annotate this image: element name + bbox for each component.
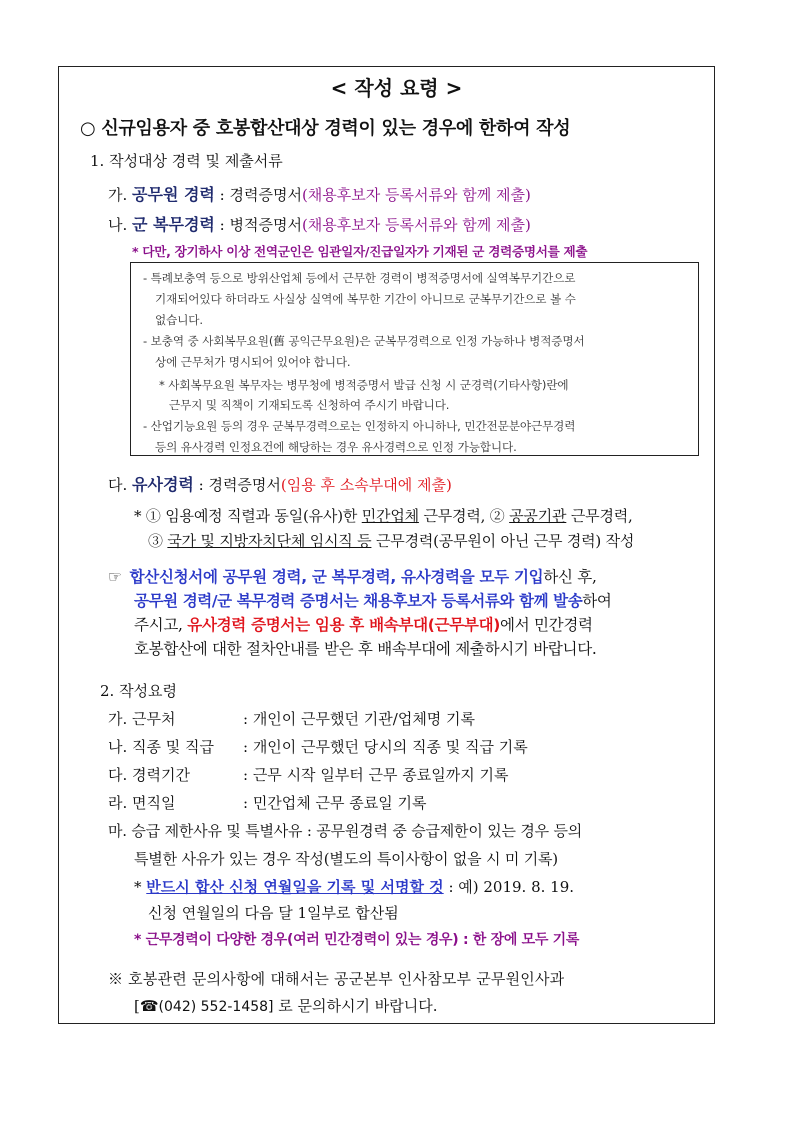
pointer-line-1 <box>108 565 597 587</box>
box-line-4: - 보충역 중 사회복무요원(舊 공익근무요원)은 군복무경력으로 인정 가능하나 병적증명서 <box>143 334 585 348</box>
box-line-7: 근무지 및 직책이 기재되도록 신청하여 주시기 바랍니다. <box>169 398 450 412</box>
box-line-3: 없습니다. <box>155 313 203 327</box>
footer-bracket: [ <box>134 997 140 1015</box>
item-na-prefix: 나. <box>108 216 133 234</box>
s2-item-val: : 민간업체 근무 종료일 기록 <box>243 794 427 812</box>
da-note-government: 국가 및 지방자치단체 임시직 등 <box>167 532 372 550</box>
box-line-5: 상에 근무처가 명시되어 있어야 합니다. <box>155 355 351 369</box>
pointer-line-2 <box>134 589 611 611</box>
item-na-notice: * 다만, 장기하사 이상 전역군인은 임관일자/진급일자가 기재된 군 경력증명서를 제출 <box>132 244 588 259</box>
da-note-text: ③ <box>148 532 168 550</box>
pointer-bold-1: 합산신청서에 공무원 경력, 군 복무경력, 유사경력을 모두 기입 <box>129 568 544 586</box>
s2-note-1-rest: : 예) 2019. 8. 19. <box>443 878 575 896</box>
da-note-text: * ① 임용예정 직렬과 동일(유사)한 <box>134 507 362 525</box>
item-da <box>108 472 452 495</box>
s2-item-ma-line-2: 특별한 사유가 있는 경우 작성(별도의 특이사항이 없을 시 미 기록) <box>134 850 558 868</box>
s2-item-3 <box>108 764 509 785</box>
page-title: < 작성 요령 > <box>330 76 463 100</box>
item-na-note: (채용후보자 등록서류와 함께 제출) <box>301 216 531 234</box>
pointer-rest-1: 하신 후, <box>543 568 597 586</box>
da-note-line-1 <box>134 505 633 526</box>
da-note-private: 민간업체 <box>361 507 419 525</box>
pointer-bold-2: 공무원 경력/군 복무경력 증명서는 채용후보자 등록서류와 함께 발송 <box>134 592 583 610</box>
s2-note-2: * 근무경력이 다양한 경우(여러 민간경력이 있는 경우) : 한 장에 모두 기록 <box>134 932 580 948</box>
item-na <box>108 212 531 235</box>
s2-item-2 <box>108 736 528 757</box>
da-note-public: 공공기관 <box>509 507 567 525</box>
s2-item-key: 라. 면직일 <box>108 794 176 812</box>
s2-item-1 <box>108 708 475 729</box>
s2-note-1-line-2: 신청 연월일의 다음 달 1일부로 합산됨 <box>148 904 399 922</box>
s2-note-1 <box>134 876 574 897</box>
pointer-text-3b: 에서 민간경력 <box>500 616 593 634</box>
pointer-line-4: 호봉합산에 대한 절차안내를 받은 후 배속부대에 제출하시기 바랍니다. <box>134 640 597 658</box>
box-line-2: 기재되어있다 하더라도 사실상 실역에 복무한 기간이 아니므로 군복무기간으로 볼 수 <box>155 292 576 306</box>
footer-line-1: ※ 호봉관련 문의사항에 대해서는 공군본부 인사참모부 군무원인사과 <box>108 970 565 988</box>
pointer-text-3a: 주시고, <box>134 616 188 634</box>
phone-icon: ☎ <box>139 997 159 1015</box>
section1-label: 1. 작성대상 경력 및 제출서류 <box>90 152 283 170</box>
footer-line-2 <box>134 995 438 1016</box>
item-da-prefix: 다. <box>108 476 133 494</box>
box-line-6: * 사회복무요원 복무자는 병무청에 병적증명서 발급 신청 시 군경력(기타사항)란에 <box>159 378 569 392</box>
s2-item-val: : 개인이 근무했던 당시의 직종 및 직급 기록 <box>243 738 528 756</box>
da-note-text: 근무경력, ② <box>418 507 510 525</box>
item-na-name: 군 복무경력 <box>132 215 215 234</box>
s2-item-val: : 근무 시작 일부터 근무 종료일까지 기록 <box>243 766 509 784</box>
s2-item-ma-line-1: 마. 승급 제한사유 및 특별사유 : 공무원경력 중 승급제한이 있는 경우 등의 <box>108 822 583 840</box>
s2-item-key: 가. 근무처 <box>108 710 176 728</box>
da-note-text: 근무경력(공무원이 아닌 근무 경력) 작성 <box>371 532 635 550</box>
s2-item-4 <box>108 792 427 813</box>
item-ga-name: 공무원 경력 <box>132 185 215 204</box>
item-ga-note: (채용후보자 등록서류와 함께 제출) <box>301 186 531 204</box>
item-da-sep: : 경력증명서 <box>193 476 281 494</box>
main-heading: ○ 신규임용자 중 호봉합산대상 경력이 있는 경우에 한하여 작성 <box>80 118 571 139</box>
pointer-rest-2: 하여 <box>582 592 612 610</box>
da-note-line-2 <box>148 530 634 551</box>
box-line-9: 등의 유사경력 인정요건에 해당하는 경우 유사경력으로 인정 가능합니다. <box>155 440 517 454</box>
pointer-line-3 <box>134 613 593 635</box>
footer-text: 로 문의하시기 바랍니다. <box>273 997 438 1015</box>
s2-item-key: 나. 직종 및 직급 <box>108 738 215 756</box>
s2-note-1-star: * <box>134 878 147 896</box>
s2-item-key: 다. 경력기간 <box>108 766 190 784</box>
military-notes-box <box>130 262 699 456</box>
box-line-1: - 특례보충역 등으로 방위산업체 등에서 근무한 경력이 병적증명서에 실역복무기간으로 <box>143 271 576 285</box>
s2-note-1-bold: 반드시 합산 신청 연월일을 기록 및 서명할 것 <box>146 878 444 896</box>
box-line-8: - 산업기능요원 등의 경우 군복무경력으로는 인정하지 아니하나, 민간전문분야근무경력 <box>143 419 576 433</box>
item-ga-prefix: 가. <box>108 186 133 204</box>
s2-item-val: : 개인이 근무했던 기관/업체명 기록 <box>243 710 476 728</box>
item-ga-sep: : 경력증명서 <box>214 186 302 204</box>
item-ga <box>108 182 531 205</box>
da-note-text: 근무경력, <box>566 507 633 525</box>
item-da-note: (임용 후 소속부대에 제출) <box>280 476 452 494</box>
footer-phone-number: (042) 552-1458] <box>158 999 274 1015</box>
item-na-sep: : 병적증명서 <box>214 216 302 234</box>
pointer-icon: ☞ <box>108 568 122 586</box>
section2-label: 2. 작성요령 <box>100 682 178 700</box>
pointer-red-3: 유사경력 증명서는 임용 후 배속부대(근무부대) <box>187 616 501 634</box>
item-da-name: 유사경력 <box>132 475 194 494</box>
